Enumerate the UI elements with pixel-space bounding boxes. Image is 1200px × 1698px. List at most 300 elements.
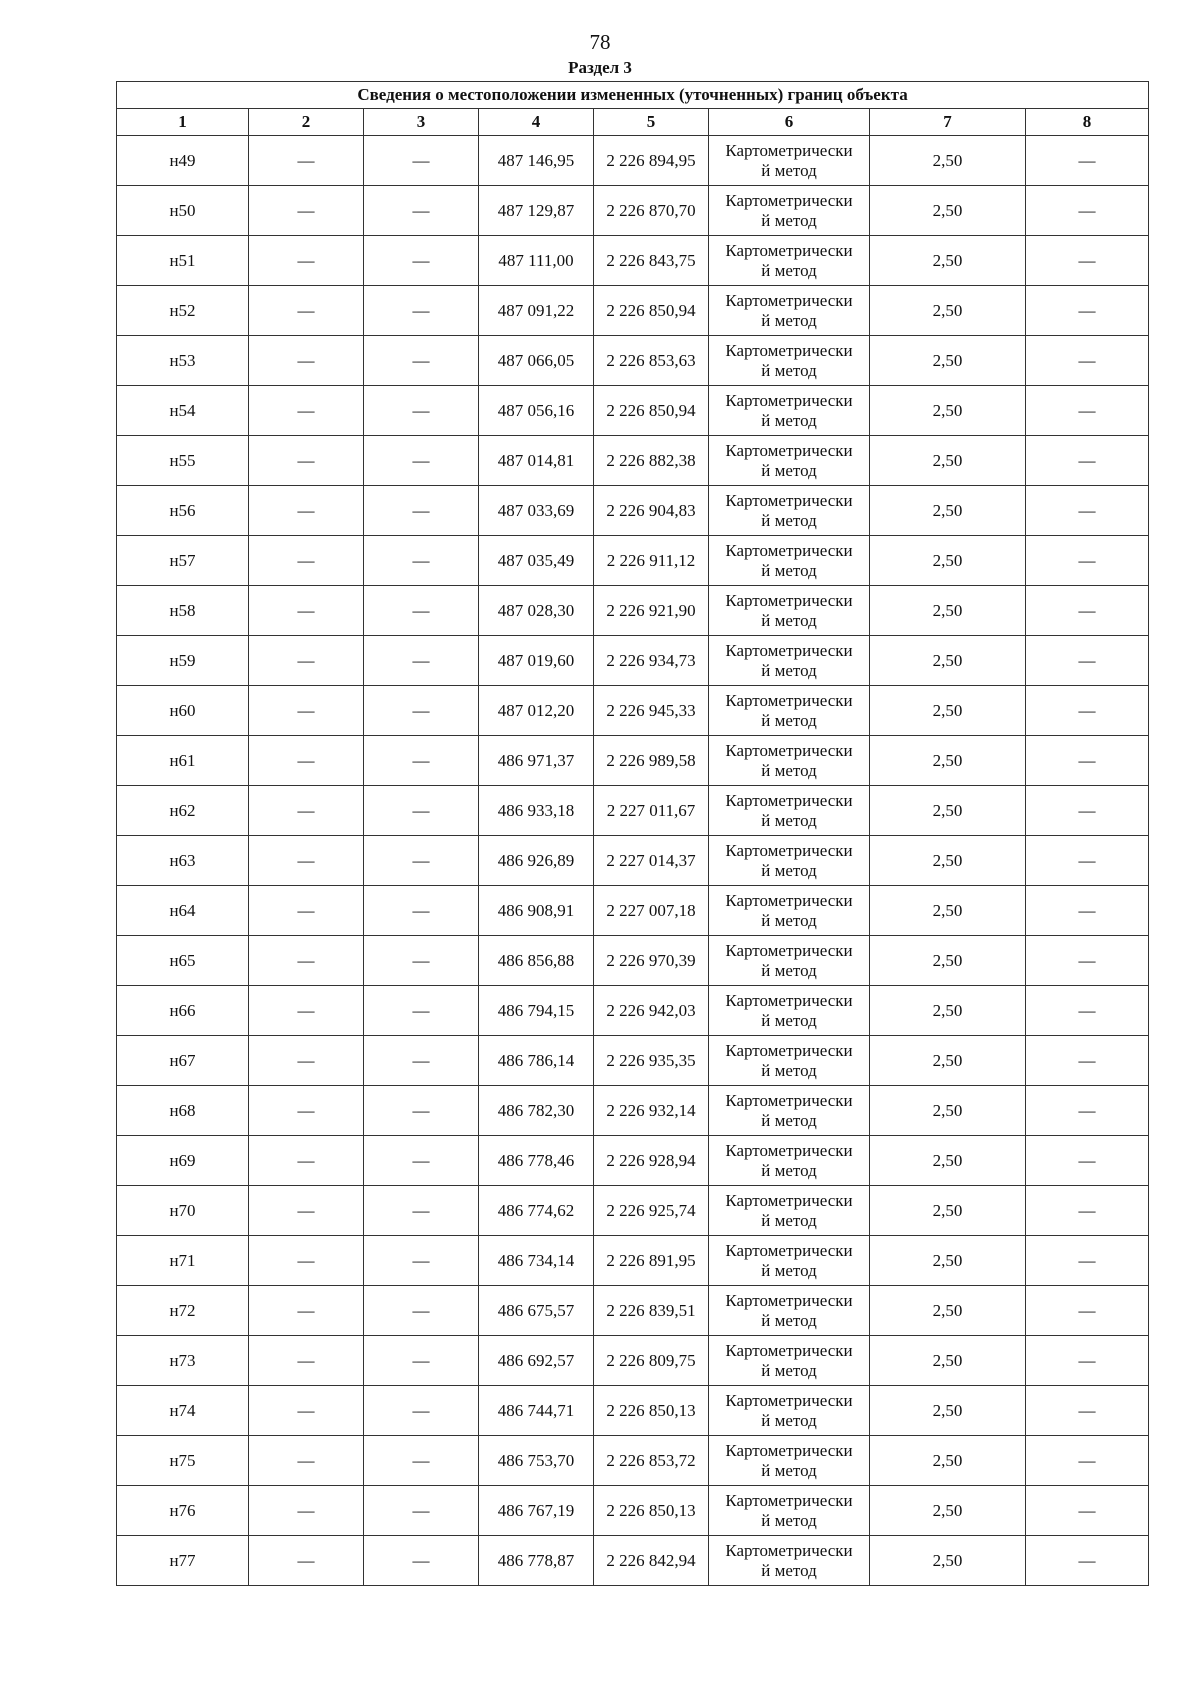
y-coordinate-cell: 2 226 934,73 [594,636,709,686]
table-row [117,486,1149,536]
point-name-cell: н50 [117,186,249,236]
method-line-1: Картометрически [725,1240,853,1260]
point-name-cell: н77 [117,1536,249,1586]
method-line-1: Картометрически [725,440,853,460]
y-coordinate-cell: 2 226 850,94 [594,286,709,336]
column-number: 1 [117,109,249,136]
method-line-2: й метод [761,510,817,530]
empty-value-cell: — [364,1486,479,1536]
empty-value-cell: — [1026,136,1149,186]
y-coordinate-cell: 2 226 942,03 [594,986,709,1036]
method-line-2: й метод [761,910,817,930]
accuracy-cell: 2,50 [870,1536,1026,1586]
method-line-2: й метод [761,360,817,380]
method-line-2: й метод [761,760,817,780]
y-coordinate-cell: 2 226 882,38 [594,436,709,486]
method-cell [709,186,870,236]
empty-value-cell: — [249,936,364,986]
column-number: 2 [249,109,364,136]
method-line-2: й метод [761,410,817,430]
empty-value-cell: — [1026,336,1149,386]
point-name-cell: н70 [117,1186,249,1236]
x-coordinate-cell: 487 028,30 [479,586,594,636]
method-cell [709,686,870,736]
empty-value-cell: — [1026,936,1149,986]
method-line-1: Картометрически [725,840,853,860]
y-coordinate-cell: 2 226 853,63 [594,336,709,386]
method-line-1: Картометрически [725,740,853,760]
method-line-1: Картометрически [725,1040,853,1060]
y-coordinate-cell: 2 227 007,18 [594,886,709,936]
empty-value-cell: — [249,1386,364,1436]
method-line-1: Картометрически [725,1490,853,1510]
table-row [117,336,1149,386]
table-row [117,1186,1149,1236]
table-row [117,136,1149,186]
empty-value-cell: — [249,1486,364,1536]
method-line-1: Картометрически [725,1540,853,1560]
method-cell [709,1286,870,1336]
column-number: 7 [870,109,1026,136]
x-coordinate-cell: 487 111,00 [479,236,594,286]
point-name-cell: н52 [117,286,249,336]
method-line-1: Картометрически [725,540,853,560]
empty-value-cell: — [249,236,364,286]
empty-value-cell: — [364,386,479,436]
x-coordinate-cell: 487 033,69 [479,486,594,536]
method-cell [709,786,870,836]
empty-value-cell: — [364,1036,479,1086]
method-cell [709,1336,870,1386]
empty-value-cell: — [364,1536,479,1586]
table-row [117,886,1149,936]
y-coordinate-cell: 2 227 014,37 [594,836,709,886]
column-number: 6 [709,109,870,136]
y-coordinate-cell: 2 226 989,58 [594,736,709,786]
empty-value-cell: — [249,686,364,736]
method-cell [709,1186,870,1236]
y-coordinate-cell: 2 226 894,95 [594,136,709,186]
x-coordinate-cell: 486 782,30 [479,1086,594,1136]
x-coordinate-cell: 486 794,15 [479,986,594,1036]
y-coordinate-cell: 2 226 925,74 [594,1186,709,1236]
x-coordinate-cell: 487 146,95 [479,136,594,186]
table-row [117,1036,1149,1086]
accuracy-cell: 2,50 [870,1386,1026,1436]
empty-value-cell: — [1026,186,1149,236]
method-cell [709,736,870,786]
point-name-cell: н63 [117,836,249,886]
x-coordinate-cell: 486 933,18 [479,786,594,836]
x-coordinate-cell: 486 971,37 [479,736,594,786]
method-line-1: Картометрически [725,1390,853,1410]
point-name-cell: н57 [117,536,249,586]
accuracy-cell: 2,50 [870,1036,1026,1086]
section-title: Раздел 3 [568,58,632,77]
empty-value-cell: — [249,1186,364,1236]
x-coordinate-cell: 487 091,22 [479,286,594,336]
accuracy-cell: 2,50 [870,386,1026,436]
method-line-2: й метод [761,1410,817,1430]
empty-value-cell: — [1026,1486,1149,1536]
accuracy-cell: 2,50 [870,836,1026,886]
point-name-cell: н71 [117,1236,249,1286]
method-line-2: й метод [761,560,817,580]
empty-value-cell: — [249,1086,364,1136]
page-number: 78 [589,30,611,54]
empty-value-cell: — [364,1236,479,1286]
x-coordinate-cell: 486 744,71 [479,1386,594,1436]
empty-value-cell: — [249,1136,364,1186]
empty-value-cell: — [364,1436,479,1486]
accuracy-cell: 2,50 [870,486,1026,536]
table-row [117,836,1149,886]
empty-value-cell: — [364,936,479,986]
method-line-1: Картометрически [725,1140,853,1160]
x-coordinate-cell: 487 019,60 [479,636,594,686]
y-coordinate-cell: 2 226 839,51 [594,1286,709,1336]
column-number: 3 [364,109,479,136]
empty-value-cell: — [1026,486,1149,536]
accuracy-cell: 2,50 [870,636,1026,686]
x-coordinate-cell: 486 856,88 [479,936,594,986]
accuracy-cell: 2,50 [870,1486,1026,1536]
point-name-cell: н56 [117,486,249,536]
point-name-cell: н74 [117,1386,249,1436]
empty-value-cell: — [249,436,364,486]
empty-value-cell: — [364,436,479,486]
empty-value-cell: — [249,1236,364,1286]
method-cell [709,886,870,936]
method-line-2: й метод [761,960,817,980]
y-coordinate-cell: 2 226 921,90 [594,586,709,636]
x-coordinate-cell: 486 926,89 [479,836,594,886]
method-line-2: й метод [761,1210,817,1230]
table-row [117,1336,1149,1386]
coordinates-table [116,81,1149,1586]
method-line-1: Картометрически [725,290,853,310]
method-cell [709,586,870,636]
table-row [117,436,1149,486]
empty-value-cell: — [364,1086,479,1136]
empty-value-cell: — [1026,586,1149,636]
method-line-2: й метод [761,460,817,480]
empty-value-cell: — [364,186,479,236]
y-coordinate-cell: 2 226 911,12 [594,536,709,586]
empty-value-cell: — [364,336,479,386]
method-line-2: й метод [761,860,817,880]
table-caption-row [117,82,1149,109]
x-coordinate-cell: 487 056,16 [479,386,594,436]
method-line-1: Картометрически [725,390,853,410]
y-coordinate-cell: 2 226 850,13 [594,1486,709,1536]
table-row [117,686,1149,736]
empty-value-cell: — [249,136,364,186]
method-cell [709,236,870,286]
table-row [117,936,1149,986]
table-body [117,136,1149,1586]
method-line-2: й метод [761,610,817,630]
y-coordinate-cell: 2 226 945,33 [594,686,709,736]
point-name-cell: н62 [117,786,249,836]
accuracy-cell: 2,50 [870,1086,1026,1136]
x-coordinate-cell: 486 753,70 [479,1436,594,1486]
accuracy-cell: 2,50 [870,136,1026,186]
method-line-1: Картометрически [725,140,853,160]
method-line-2: й метод [761,310,817,330]
accuracy-cell: 2,50 [870,186,1026,236]
table-row [117,586,1149,636]
empty-value-cell: — [249,286,364,336]
empty-value-cell: — [364,136,479,186]
y-coordinate-cell: 2 227 011,67 [594,786,709,836]
accuracy-cell: 2,50 [870,1236,1026,1286]
method-cell [709,936,870,986]
column-number: 8 [1026,109,1149,136]
method-line-2: й метод [761,810,817,830]
y-coordinate-cell: 2 226 853,72 [594,1436,709,1486]
empty-value-cell: — [249,336,364,386]
x-coordinate-cell: 486 675,57 [479,1286,594,1336]
method-line-2: й метод [761,1310,817,1330]
empty-value-cell: — [249,986,364,1036]
x-coordinate-cell: 486 767,19 [479,1486,594,1536]
point-name-cell: н69 [117,1136,249,1186]
empty-value-cell: — [1026,1036,1149,1086]
accuracy-cell: 2,50 [870,336,1026,386]
accuracy-cell: 2,50 [870,1336,1026,1386]
table-row [117,536,1149,586]
method-line-1: Картометрически [725,1440,853,1460]
empty-value-cell: — [249,786,364,836]
table-row [117,1086,1149,1136]
method-line-2: й метод [761,1110,817,1130]
point-name-cell: н66 [117,986,249,1036]
method-line-2: й метод [761,260,817,280]
x-coordinate-cell: 487 035,49 [479,536,594,586]
y-coordinate-cell: 2 226 843,75 [594,236,709,286]
empty-value-cell: — [364,636,479,686]
accuracy-cell: 2,50 [870,686,1026,736]
method-cell [709,1236,870,1286]
empty-value-cell: — [364,486,479,536]
empty-value-cell: — [1026,886,1149,936]
accuracy-cell: 2,50 [870,936,1026,986]
accuracy-cell: 2,50 [870,736,1026,786]
x-coordinate-cell: 486 778,46 [479,1136,594,1186]
column-number: 5 [594,109,709,136]
method-cell [709,1536,870,1586]
empty-value-cell: — [249,1036,364,1086]
table-row [117,286,1149,336]
table-row [117,1386,1149,1436]
method-line-2: й метод [761,710,817,730]
method-cell [709,1436,870,1486]
x-coordinate-cell: 487 066,05 [479,336,594,386]
method-line-2: й метод [761,1360,817,1380]
accuracy-cell: 2,50 [870,436,1026,486]
method-cell [709,536,870,586]
column-number: 4 [479,109,594,136]
x-coordinate-cell: 486 774,62 [479,1186,594,1236]
empty-value-cell: — [249,386,364,436]
method-cell [709,636,870,686]
table-row [117,736,1149,786]
method-line-2: й метод [761,1560,817,1580]
empty-value-cell: — [364,536,479,586]
table-row [117,1286,1149,1336]
table-caption: Сведения о местоположении измененных (уточненных) границ объекта [117,82,1149,109]
column-number-row [117,109,1149,136]
method-cell [709,436,870,486]
empty-value-cell: — [249,486,364,536]
empty-value-cell: — [364,286,479,336]
empty-value-cell: — [249,636,364,686]
table-row [117,1536,1149,1586]
table-row [117,636,1149,686]
x-coordinate-cell: 486 778,87 [479,1536,594,1586]
accuracy-cell: 2,50 [870,1436,1026,1486]
empty-value-cell: — [1026,386,1149,436]
y-coordinate-cell: 2 226 904,83 [594,486,709,536]
method-line-2: й метод [761,660,817,680]
accuracy-cell: 2,50 [870,786,1026,836]
y-coordinate-cell: 2 226 850,13 [594,1386,709,1436]
method-line-1: Картометрически [725,1090,853,1110]
method-line-2: й метод [761,1160,817,1180]
x-coordinate-cell: 487 129,87 [479,186,594,236]
point-name-cell: н60 [117,686,249,736]
point-name-cell: н73 [117,1336,249,1386]
y-coordinate-cell: 2 226 850,94 [594,386,709,436]
method-cell [709,1486,870,1536]
empty-value-cell: — [1026,686,1149,736]
point-name-cell: н51 [117,236,249,286]
x-coordinate-cell: 486 692,57 [479,1336,594,1386]
accuracy-cell: 2,50 [870,986,1026,1036]
table-row [117,1136,1149,1186]
method-cell [709,1386,870,1436]
empty-value-cell: — [1026,786,1149,836]
table-row [117,186,1149,236]
accuracy-cell: 2,50 [870,1286,1026,1336]
method-line-1: Картометрически [725,940,853,960]
point-name-cell: н68 [117,1086,249,1136]
empty-value-cell: — [364,1386,479,1436]
method-cell [709,1136,870,1186]
x-coordinate-cell: 486 908,91 [479,886,594,936]
table-row [117,1436,1149,1486]
empty-value-cell: — [364,586,479,636]
method-line-1: Картометрически [725,890,853,910]
table-row [117,386,1149,436]
point-name-cell: н53 [117,336,249,386]
method-line-1: Картометрически [725,490,853,510]
method-line-1: Картометрически [725,240,853,260]
method-line-2: й метод [761,1060,817,1080]
accuracy-cell: 2,50 [870,1136,1026,1186]
empty-value-cell: — [1026,1336,1149,1386]
method-cell [709,486,870,536]
table-row [117,236,1149,286]
empty-value-cell: — [1026,1386,1149,1436]
method-line-1: Картометрически [725,1290,853,1310]
method-line-2: й метод [761,160,817,180]
empty-value-cell: — [1026,1236,1149,1286]
empty-value-cell: — [1026,236,1149,286]
empty-value-cell: — [364,686,479,736]
empty-value-cell: — [249,1336,364,1386]
empty-value-cell: — [249,586,364,636]
x-coordinate-cell: 487 012,20 [479,686,594,736]
empty-value-cell: — [249,1286,364,1336]
method-line-1: Картометрически [725,690,853,710]
method-line-2: й метод [761,1460,817,1480]
point-name-cell: н54 [117,386,249,436]
empty-value-cell: — [1026,286,1149,336]
empty-value-cell: — [364,986,479,1036]
point-name-cell: н64 [117,886,249,936]
empty-value-cell: — [1026,1436,1149,1486]
method-line-1: Картометрически [725,340,853,360]
point-name-cell: н59 [117,636,249,686]
empty-value-cell: — [1026,1086,1149,1136]
empty-value-cell: — [364,736,479,786]
method-cell [709,136,870,186]
y-coordinate-cell: 2 226 928,94 [594,1136,709,1186]
point-name-cell: н65 [117,936,249,986]
empty-value-cell: — [364,836,479,886]
method-line-1: Картометрически [725,790,853,810]
point-name-cell: н61 [117,736,249,786]
accuracy-cell: 2,50 [870,586,1026,636]
accuracy-cell: 2,50 [870,236,1026,286]
empty-value-cell: — [364,236,479,286]
point-name-cell: н76 [117,1486,249,1536]
empty-value-cell: — [249,1436,364,1486]
method-cell [709,836,870,886]
method-cell [709,1036,870,1086]
y-coordinate-cell: 2 226 809,75 [594,1336,709,1386]
method-cell [709,286,870,336]
method-line-1: Картометрически [725,190,853,210]
x-coordinate-cell: 486 734,14 [479,1236,594,1286]
method-cell [709,336,870,386]
table-row [117,1486,1149,1536]
table-row [117,786,1149,836]
method-line-1: Картометрически [725,590,853,610]
y-coordinate-cell: 2 226 970,39 [594,936,709,986]
empty-value-cell: — [364,786,479,836]
table-row [117,1236,1149,1286]
y-coordinate-cell: 2 226 935,35 [594,1036,709,1086]
method-line-2: й метод [761,1010,817,1030]
empty-value-cell: — [249,536,364,586]
point-name-cell: н75 [117,1436,249,1486]
empty-value-cell: — [364,1286,479,1336]
method-cell [709,1086,870,1136]
empty-value-cell: — [249,736,364,786]
empty-value-cell: — [249,836,364,886]
accuracy-cell: 2,50 [870,1186,1026,1236]
x-coordinate-cell: 486 786,14 [479,1036,594,1086]
table-row [117,986,1149,1036]
method-line-2: й метод [761,210,817,230]
method-line-2: й метод [761,1260,817,1280]
method-line-2: й метод [761,1510,817,1530]
point-name-cell: н55 [117,436,249,486]
empty-value-cell: — [1026,636,1149,686]
